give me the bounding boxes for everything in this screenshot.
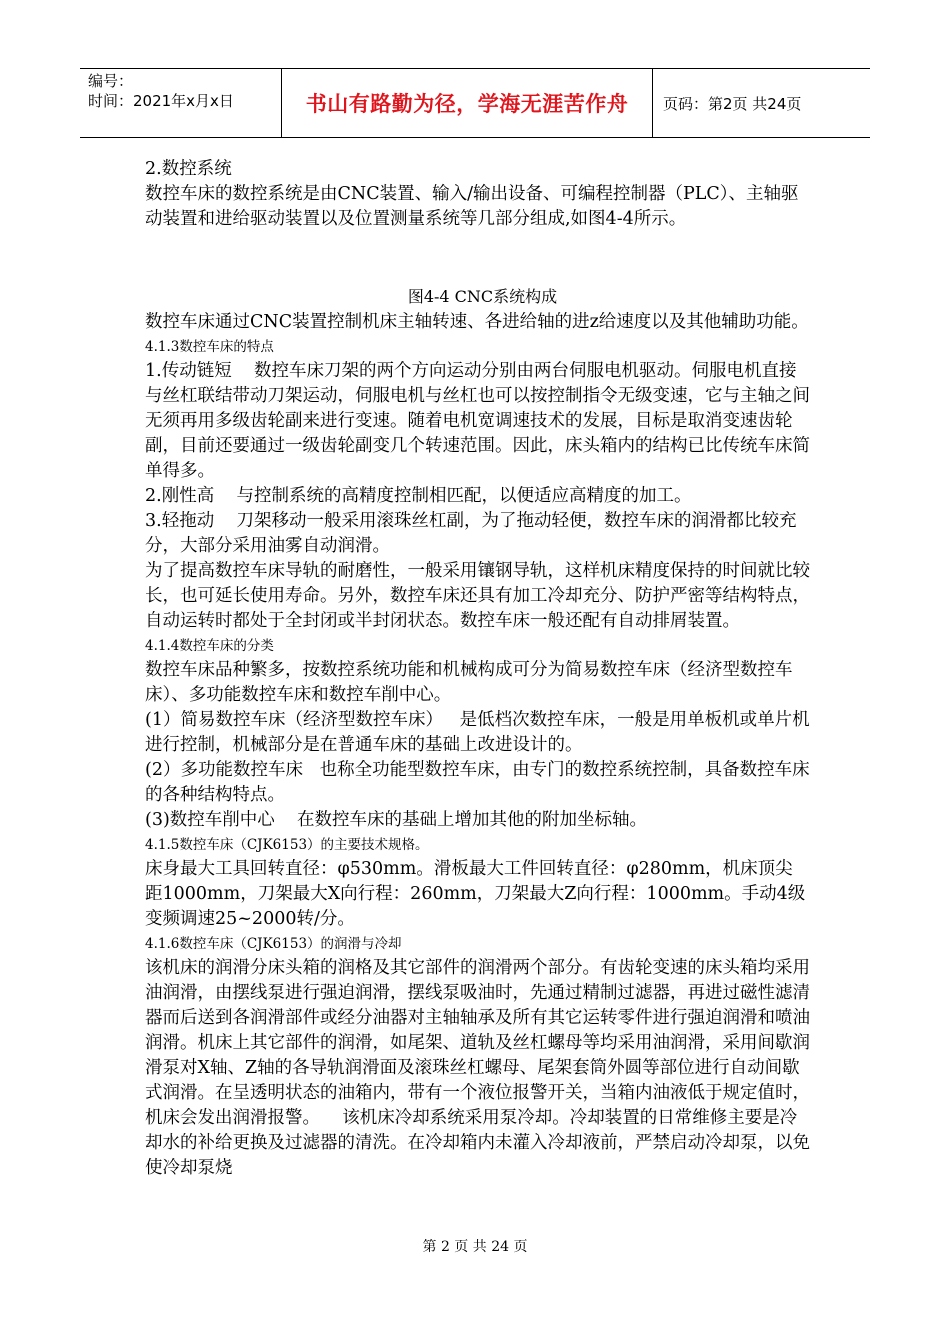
- subsection-heading: 4.1.4数控车床的分类: [145, 638, 274, 654]
- paragraph: 3.轻拖动 刀架移动一般采用滚珠丝杠副，为了拖动轻便，数控车床的润滑都比较充分，大部分采用油雾自动润滑。: [145, 511, 797, 556]
- paragraph: 为了提高数控车床导轨的耐磨性，一般采用镶钢导轨，这样机床精度保持的时间就比较长，也可延长使用寿命。另外，数控车床还具有加工冷却充分、防护严密等结构特点，自动运转时都处于全封闭或半封闭状态。数控车床一般还配有自动排屑装置。: [145, 561, 810, 631]
- paragraph: (2）多功能数控车床 也称全功能型数控车床，由专门的数控系统控制，具备数控车床的各种结构特点。: [145, 760, 810, 805]
- paragraph: (3)数控车削中心 在数控车床的基础上增加其他的附加坐标轴。: [145, 810, 648, 830]
- page-header: [80, 68, 870, 138]
- paragraph: 数控车床品种繁多，按数控系统功能和机械构成可分为简易数控车床（经济型数控车床）、多功能数控车床和数控车削中心。: [145, 660, 793, 705]
- page-footer: 第 2 页 共 24 页: [422, 1239, 528, 1255]
- section-heading: 2.数控系统: [145, 159, 232, 179]
- subsection-heading: 4.1.6数控车床（CJK6153）的润滑与冷却: [145, 936, 402, 952]
- paragraph: 该机床的润滑分床头箱的润格及其它部件的润滑两个部分。有齿轮变速的床头箱均采用油润滑，由摆线泵进行强迫润滑，摆线泵吸油时，先通过精制过滤器，再进过磁性滤清器而后送到各润滑部件或经分油器对主轴轴承及所有其它运转零件进行强迫润滑和喷油润滑。机床上其它部件的润滑，如尾架、道轨及丝杠螺母等均采用油润滑，采用间歇润滑泵对X轴、Z轴的各导轨润滑面及滚珠丝杠螺母、尾架套筒外圆等部位进行自动间歇式润滑。在呈透明状态的油箱内，带有一个液位报警开关，当箱内油液低于规定值时，机床会发出润滑报警。 该机床冷却系统采用泵冷却。冷却装置的日常维修主要是冷却水的补给更换及过滤器的清洗。在冷却箱内未灌入冷却液前，严禁启动冷却泵，以免使冷却泵烧: [145, 958, 810, 1178]
- paragraph: 数控车床的数控系统是由CNC装置、输入/输出设备、可编程控制器（PLC）、主轴驱动装置和进给驱动装置以及位置测量系统等几部分组成,如图4-4所示。: [145, 184, 799, 229]
- figure-caption: 图4-4 CNC系统构成: [407, 287, 558, 306]
- subsection-heading: 4.1.5数控车床（CJK6153）的主要技术规格。: [145, 837, 429, 853]
- figure-placeholder: [145, 232, 810, 284]
- paragraph: 1.传动链短 数控车床刀架的两个方向运动分别由两台伺服电机驱动。伺服电机直接与丝杠联结带动刀架运动，伺服电机与丝杠也可以按控制指令无级变速，它与主轴之间无须再用多级齿轮副来进行变速。随着电机宽调速技术的发展，目标是取消变速齿轮副，目前还要通过一级齿轮副变几个转速范围。因此，床头箱内的结构已比传统车床简单得多。: [145, 361, 810, 481]
- paragraph: (1）简易数控车床（经济型数控车床） 是低档次数控车床，一般是用单板机或单片机进行控制，机械部分是在普通车床的基础上改进设计的。: [145, 710, 810, 755]
- number-label: 编号：: [88, 72, 134, 90]
- header-meta: [80, 69, 282, 137]
- paragraph: 床身最大工具回转直径：φ530mm。滑板最大工件回转直径：φ280mm，机床顶尖距1000mm，刀架最大X向行程：260mm，刀架最大Z向行程：1000mm。手动4级变频调速25~2000转/分。: [145, 859, 806, 929]
- header-motto: 书山有路勤为径，学海无涯苦作舟: [282, 69, 653, 137]
- header-page-info: 页码：第2页 共24页: [663, 94, 802, 113]
- time-label: 时间：2021年x月x日: [88, 92, 234, 110]
- subsection-heading: 4.1.3数控车床的特点: [145, 339, 274, 355]
- paragraph: 2.刚性高 与控制系统的高精度控制相匹配，以便适应高精度的加工。: [145, 486, 692, 506]
- document-body: [145, 157, 810, 1181]
- paragraph: 数控车床通过CNC装置控制机床主轴转速、各进给轴的进z给速度以及其他辅助功能。: [145, 312, 809, 332]
